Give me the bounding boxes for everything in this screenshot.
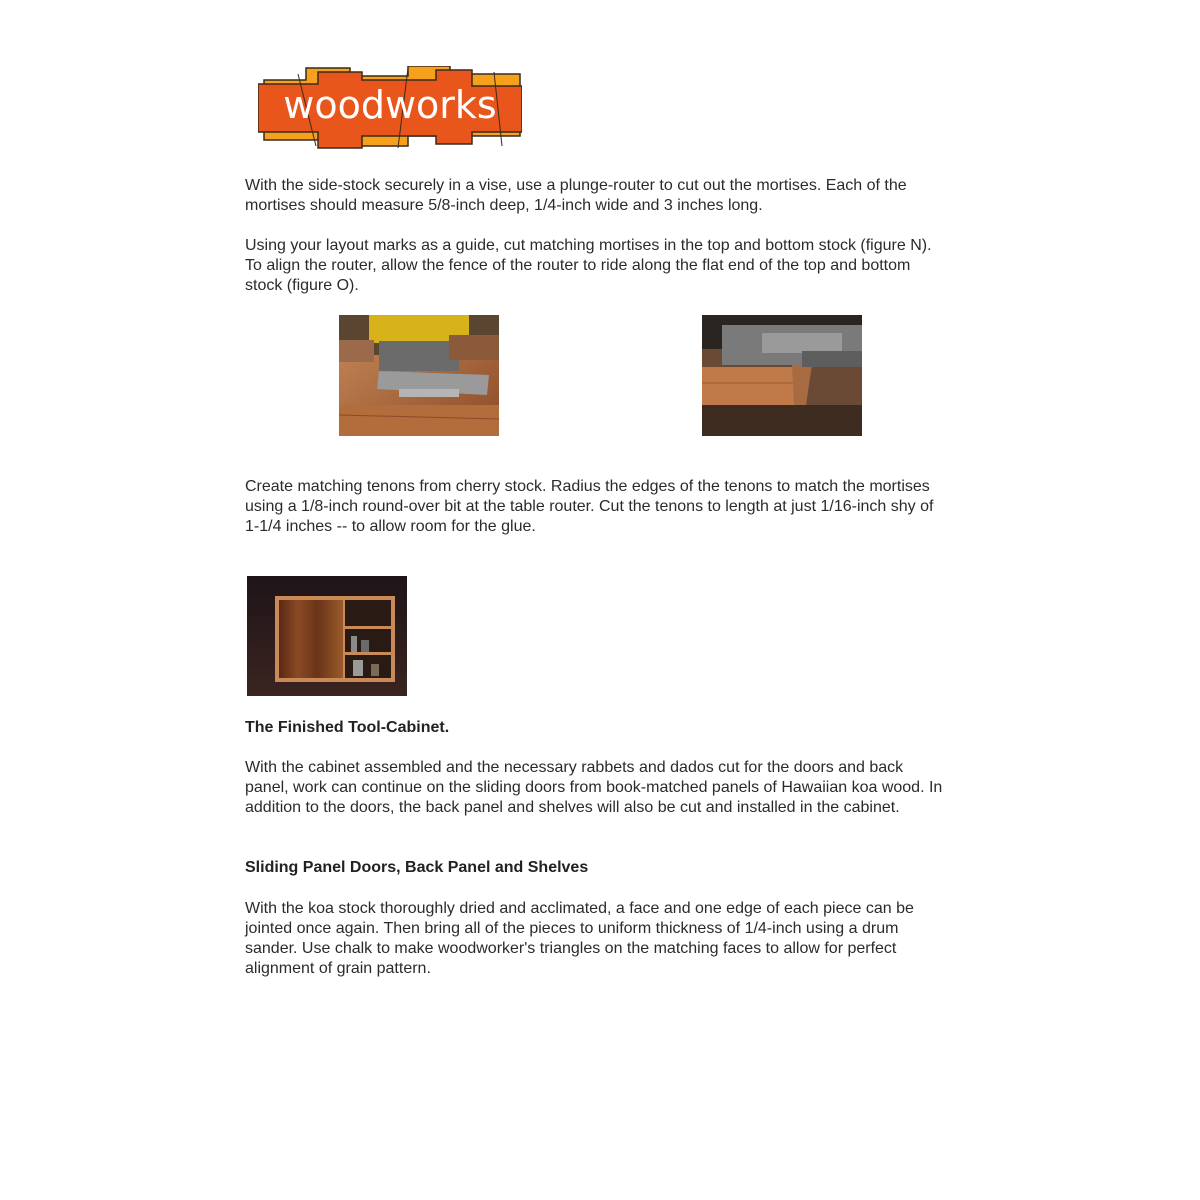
paragraph-tenons: Create matching tenons from cherry stock. Radius the edges of the tenons to match the mortises using a 1/8-inch round-over bit at the table router. Cut the tenons to length at just 1/16-inch shy of 1-1/4 inches -- to allow room for the glue. xyxy=(245,478,934,535)
paragraph-layout-marks: Using your layout marks as a guide, cut matching mortises in the top and bottom stock (figure N). To align the router, allow the fence of the router to ride along the flat end of the top and bottom stock (figure O). xyxy=(245,237,932,294)
paragraph-cabinet-assembled: With the cabinet assembled and the necessary rabbets and dados cut for the doors and back panel, work can continue on the sliding doors from book-matched panels of Hawaiian koa wood. In addition to the doors, the back panel and shelves will also be cut and installed in the cabinet. xyxy=(245,759,943,816)
heading-sliding-panel-doors: Sliding Panel Doors, Back Panel and Shelves xyxy=(245,859,589,876)
finished-cabinet-photo xyxy=(247,576,407,696)
heading-finished-cabinet: The Finished Tool-Cabinet. xyxy=(245,719,450,736)
paragraph-mortises: With the side-stock securely in a vise, use a plunge-router to cut out the mortises. Each of the mortises should measure 5/8-inch deep, 1/4-inch wide and 3 inches long. xyxy=(245,177,907,214)
router-fence-photo-figure-o xyxy=(702,315,862,436)
woodworks-logo-graphic xyxy=(258,66,522,150)
woodworks-logo xyxy=(258,66,522,150)
logo-text: woodworks xyxy=(283,83,497,127)
paragraph-koa-stock: With the koa stock thoroughly dried and acclimated, a face and one edge of each piece can be jointed once again. Then bring all of the pieces to uniform thickness of 1/4-inch using a drum sander. Use chalk to make woodworker's triangles on the matching faces to allow for perfect alignment of grain pattern. xyxy=(245,900,914,977)
router-photo-figure-n xyxy=(339,315,499,436)
